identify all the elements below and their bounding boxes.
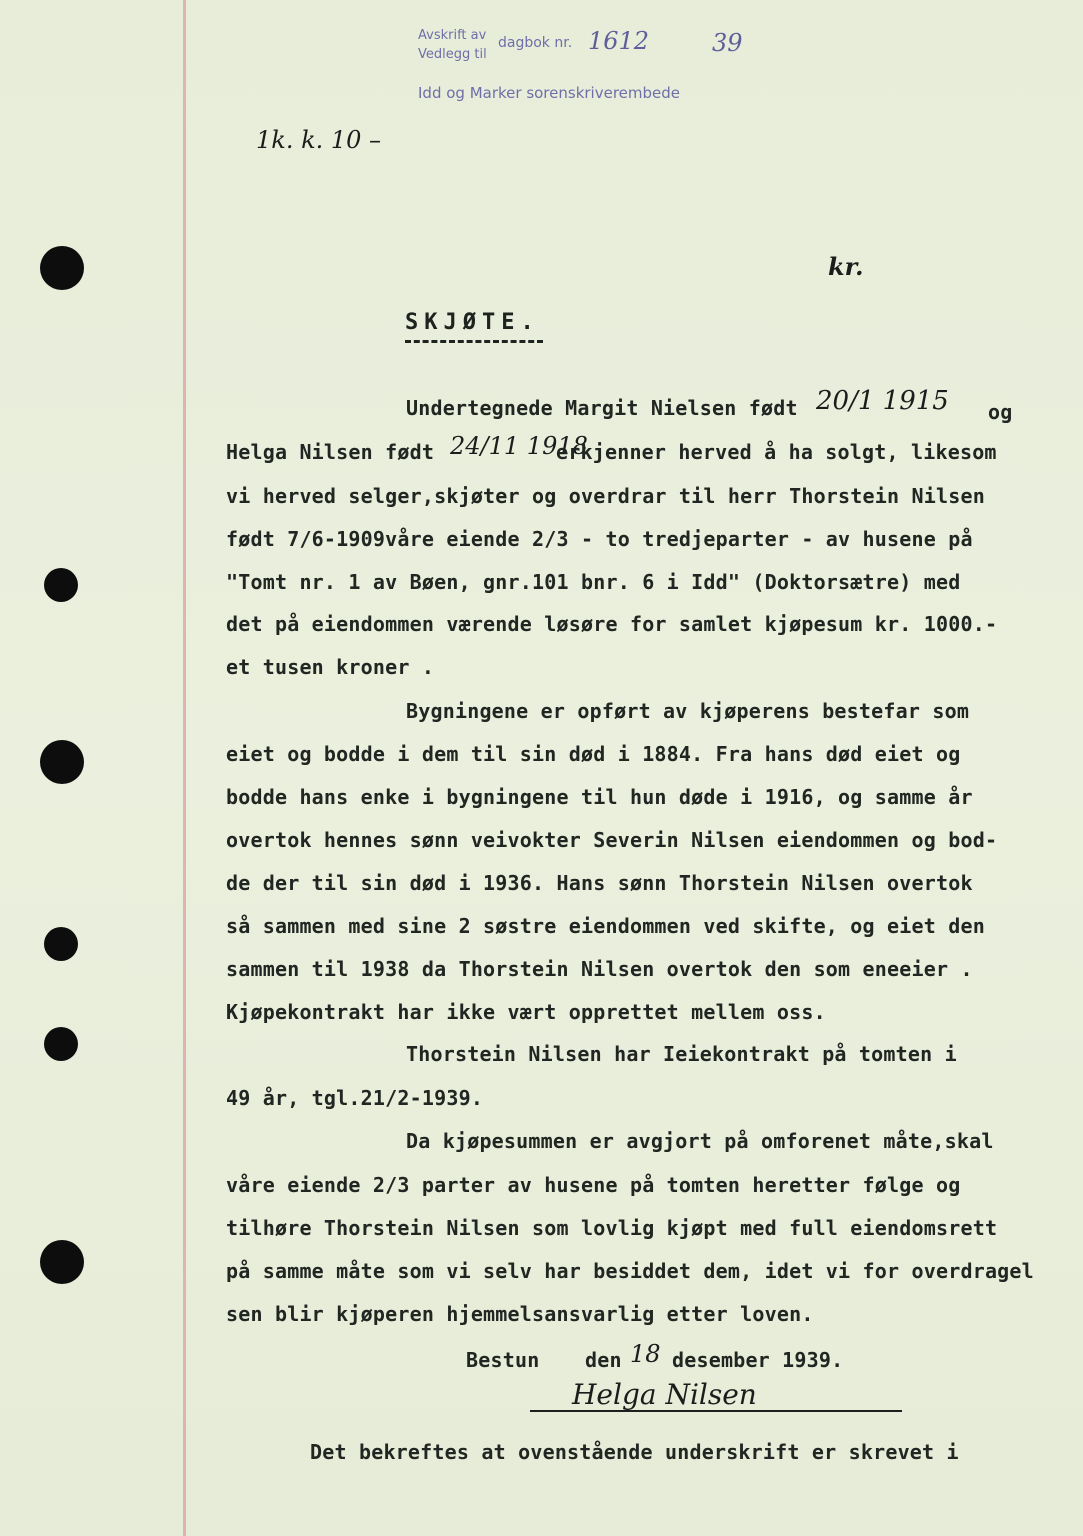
- text-line: Kjøpekontrakt har ikke vært opprettet mellem oss.: [226, 1000, 826, 1024]
- handwritten-day: 18: [630, 1340, 661, 1368]
- text-line: sen blir kjøperen hjemmelsansvarlig etter loven.: [226, 1302, 814, 1326]
- handwritten-initials: kr.: [828, 252, 864, 281]
- punch-hole: [40, 740, 84, 784]
- punch-hole: [44, 1027, 78, 1061]
- punch-hole: [40, 246, 84, 290]
- punch-hole: [44, 927, 78, 961]
- text-line: det på eiendommen værende løsøre for samlet kjøpesum kr. 1000.-: [226, 612, 998, 636]
- text-line: "Tomt nr. 1 av Bøen, gnr.101 bnr. 6 i Idd" (Doktorsætre) med: [226, 570, 961, 594]
- text-line: bodde hans enke i bygningene til hun døde i 1916, og samme år: [226, 785, 973, 809]
- stamp-year: 39: [712, 29, 743, 57]
- stamp-line-2: Vedlegg til: [418, 47, 487, 62]
- stamp-line-1: Avskrift av: [418, 28, 487, 43]
- text-line: Thorstein Nilsen har Ieiekontrakt på tomten i: [406, 1042, 957, 1066]
- text-line: eiet og bodde i dem til sin død i 1884. Fra hans død eiet og: [226, 742, 961, 766]
- text-line: overtok hennes sønn veivokter Severin Nilsen eiendommen og bod-: [226, 828, 998, 852]
- punch-hole: [44, 568, 78, 602]
- closing-text: Det bekreftes at ovenstående underskrift er skrevet i: [310, 1440, 959, 1464]
- text-line: Da kjøpesummen er avgjort på omforenet måte,skal: [406, 1129, 994, 1153]
- text-line: tilhøre Thorstein Nilsen som lovlig kjøpt med full eiendomsrett: [226, 1216, 998, 1240]
- text-line: så sammen med sine 2 søstre eiendommen ved skifte, og eiet den: [226, 914, 985, 938]
- margin-line: [183, 0, 186, 1536]
- handwritten-date: 24/11 1918: [450, 432, 588, 460]
- stamp-line-3: Idd og Marker sorenskriverembede: [418, 84, 681, 102]
- text-line: vi herved selger,skjøter og overdrar til herr Thorstein Nilsen: [226, 484, 985, 508]
- handwritten-date: 20/1 1915: [816, 386, 949, 416]
- text-line: våre eiende 2/3 parter av husene på tomten heretter følge og: [226, 1173, 961, 1197]
- text-line: Helga Nilsen født: [226, 440, 435, 464]
- date-suffix: desember 1939.: [672, 1348, 844, 1372]
- date-prefix: den: [585, 1348, 622, 1372]
- title-underline: [405, 340, 543, 343]
- text-line: Bygningene er opført av kjøperens bestefar som: [406, 699, 970, 723]
- handwritten-top-note: 1k. k. 10 –: [256, 126, 382, 154]
- document-title: SKJØTE.: [405, 310, 540, 335]
- text-line: Undertegnede Margit Nielsen født: [406, 396, 798, 420]
- place: Bestun: [466, 1348, 540, 1372]
- text-line: på samme måte som vi selv har besiddet dem, idet vi for overdragel: [226, 1259, 1034, 1283]
- text-line: de der til sin død i 1936. Hans sønn Thorstein Nilsen overtok: [226, 871, 973, 895]
- punch-hole: [40, 1240, 84, 1284]
- text-line: erkjenner herved å ha solgt, likesom: [556, 440, 997, 464]
- text-line: og: [988, 400, 1013, 424]
- signature-line: [530, 1410, 902, 1412]
- text-line: født 7/6-1909våre eiende 2/3 - to tredjeparter - av husene på: [226, 527, 973, 551]
- text-line: et tusen kroner .: [226, 655, 435, 679]
- text-line: sammen til 1938 da Thorstein Nilsen overtok den som eneeier .: [226, 957, 973, 981]
- stamp-dagbok: dagbok nr.: [498, 35, 573, 51]
- text-line: 49 år, tgl.21/2-1939.: [226, 1086, 484, 1110]
- stamp-number: 1612: [588, 27, 650, 55]
- signature: Helga Nilsen: [572, 1378, 757, 1411]
